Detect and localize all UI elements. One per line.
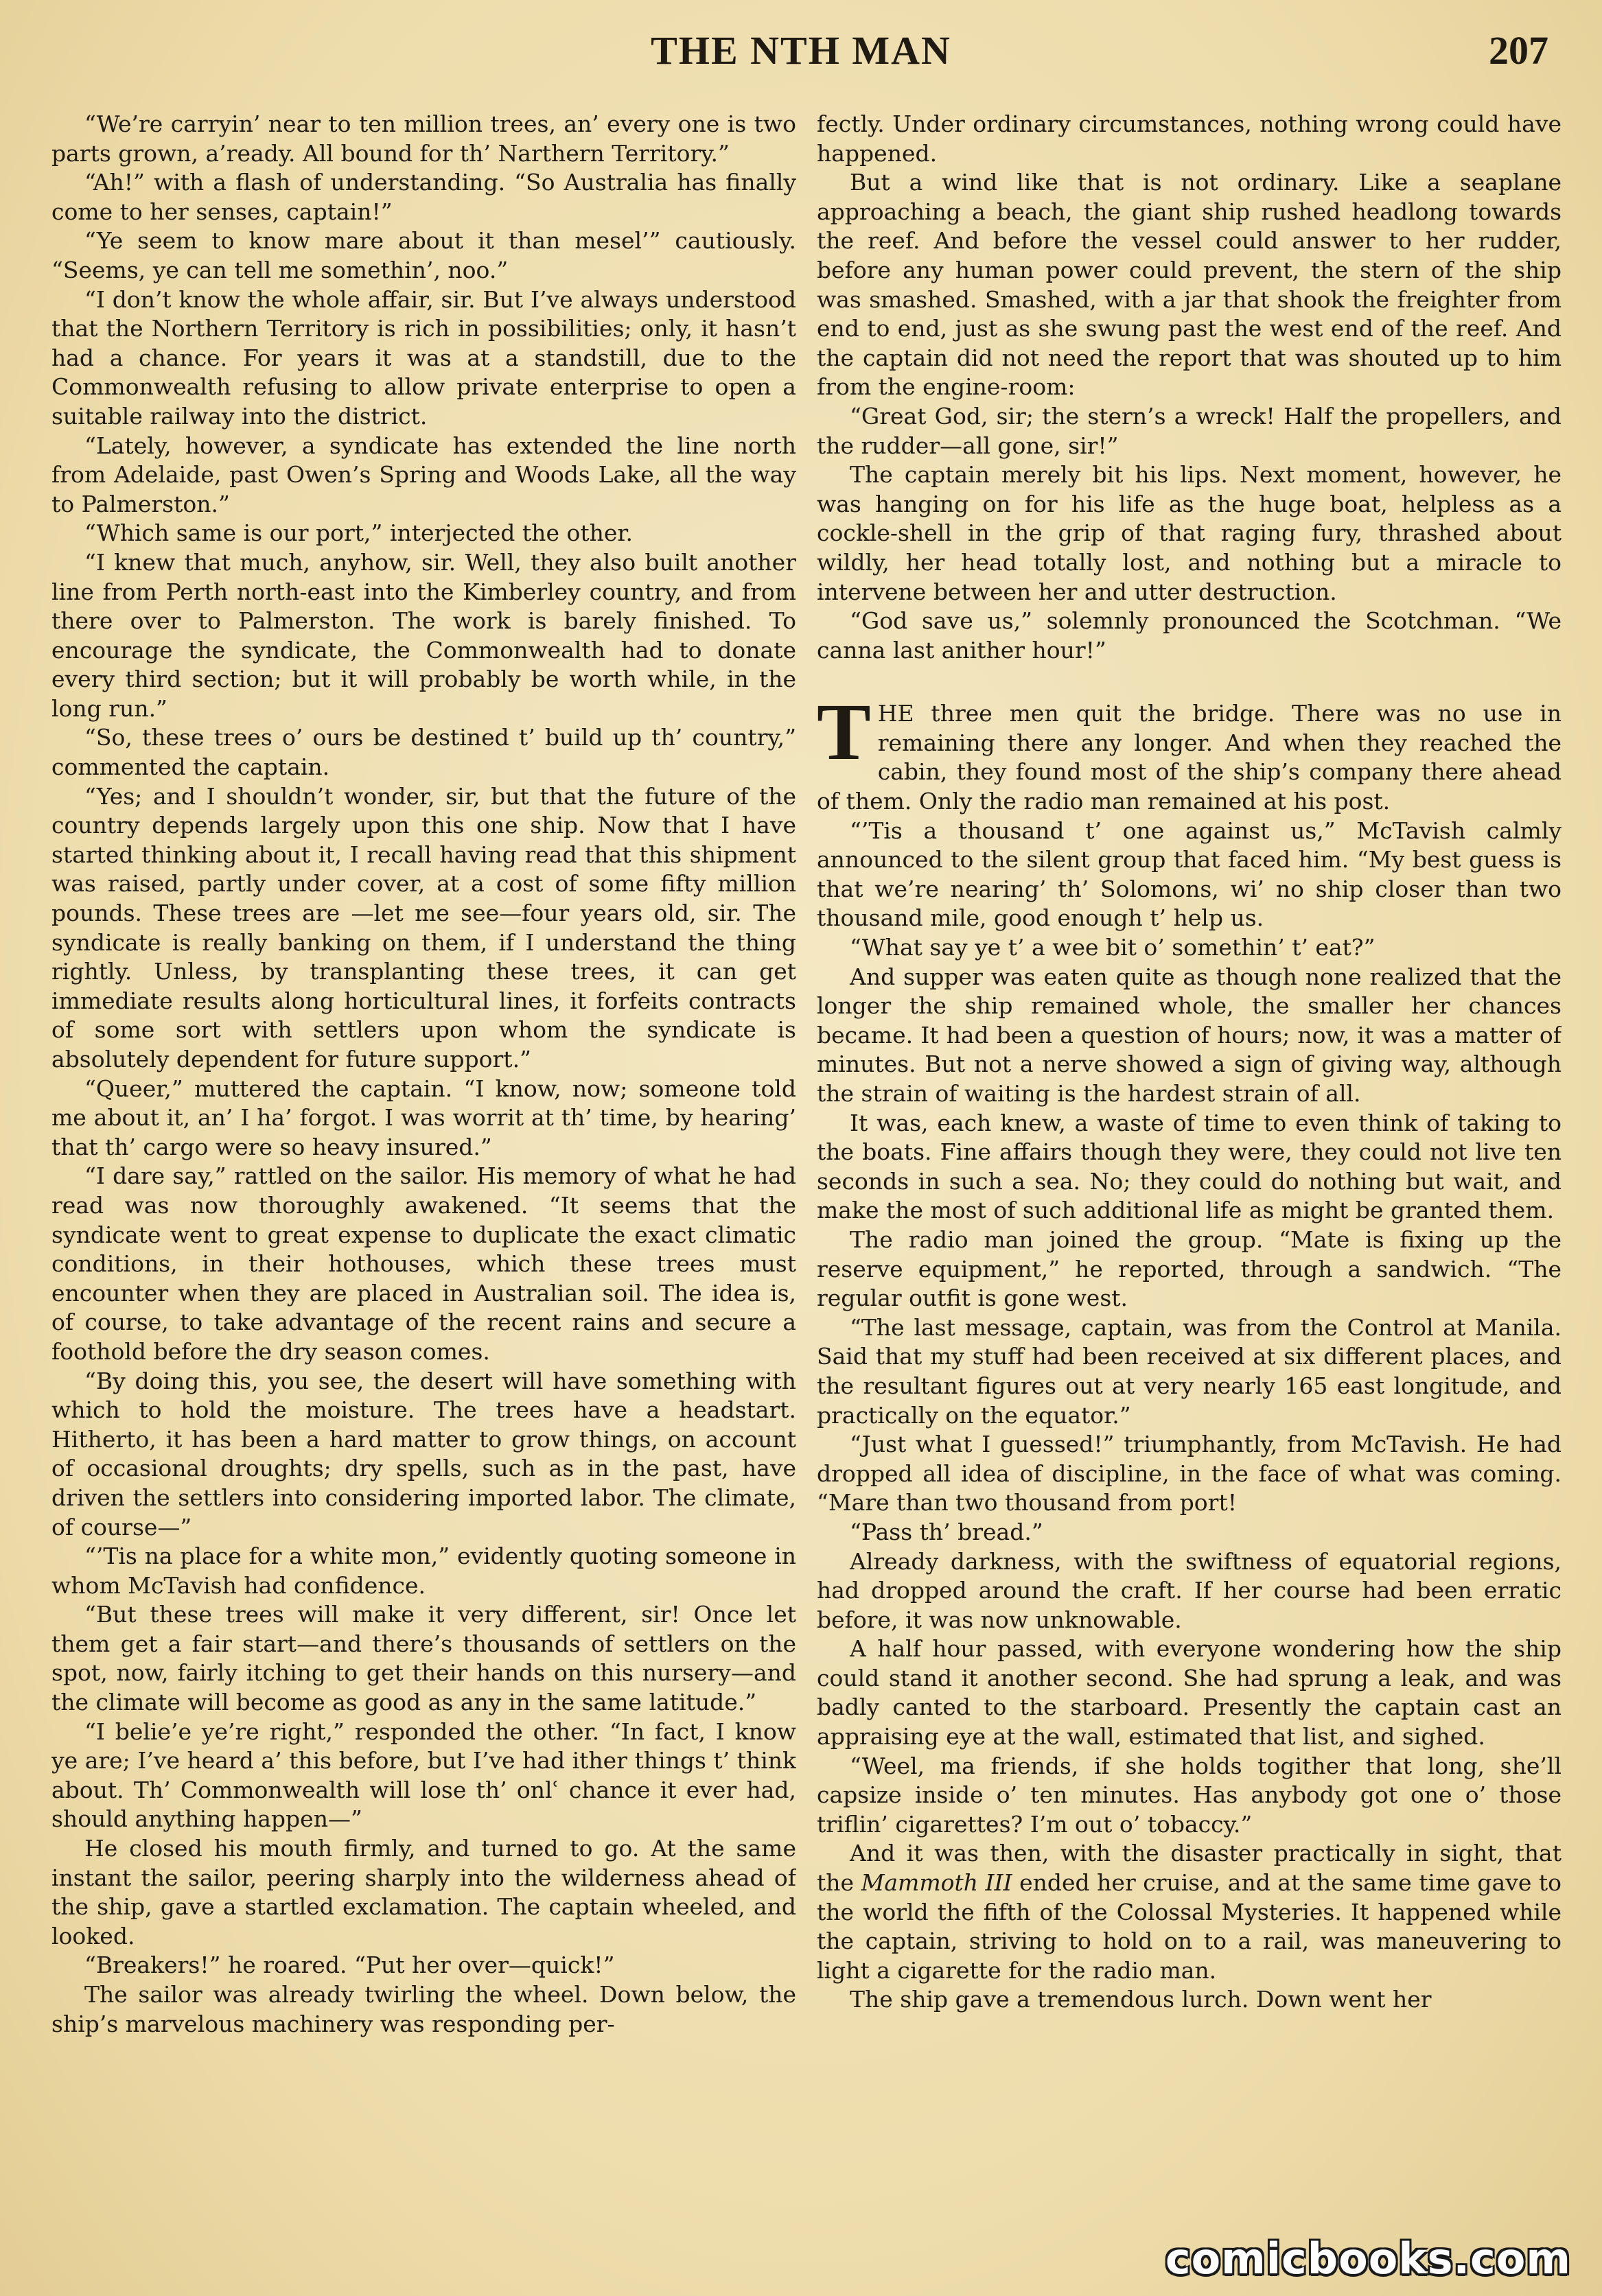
- paragraph: “Ah!” with a flash of understanding. “So Australia has finally come to her senses, captain!”: [51, 169, 796, 225]
- paragraph: He closed his mouth firmly, and turned to go. At the same instant the sailor, peering sharply into the wilderness ahead of the ship, gave a startled exclamation. The captain wheeled, and looked.: [51, 1835, 796, 1949]
- paragraph: “Weel, ma friends, if she holds togither that long, she’ll capsize inside o’ ten minutes. Has anybody got one o’ those triflin’ cigarettes? I’m out o’ tobaccy.”: [817, 1752, 1562, 1838]
- paragraph: The sailor was already twirling the wheel. Down below, the ship’s marvelous machinery was responding per-: [51, 1981, 796, 2037]
- paragraph: [817, 1839, 1562, 1985]
- paragraph: “But these trees will make it very different, sir! Once let them get a fair start—and there’s thousands of settlers on the spot, now, fairly itching to get their hands on this nursery—and the climate will become as good as any in the same latitude.”: [51, 1601, 796, 1716]
- section-opening-paragraph: [817, 687, 1562, 816]
- paragraph: And supper was eaten quite as though none realized that the longer the ship remained whole, the smaller her chances became. It had been a question of hours; now, it was a matter of minutes. But not a nerve showed a sign of giving way, although the strain of waiting is the hardest strain of all.: [817, 963, 1562, 1107]
- page-header: [0, 27, 1602, 82]
- paragraph: “Pass th’ bread.”: [850, 1518, 1043, 1545]
- section-break: [817, 665, 1562, 699]
- paragraph: “Lately, however, a syndicate has extended the line north from Adelaide, past Owen’s Spring and Woods Lake, all the way to Palmerston.”: [51, 432, 796, 517]
- paragraph: “’Tis na place for a white mon,” evidently quoting someone in whom McTavish had confidence.: [51, 1543, 796, 1599]
- paragraph: “We’re carryin’ near to ten million trees, an’ every one is two parts grown, a’ready. All bound for th’ Narthern Territory.”: [51, 110, 796, 167]
- paragraph: “Breakers!” he roared. “Put her over—quick!”: [84, 1952, 615, 1979]
- paragraph: fectly. Under ordinary circumstances, nothing wrong could have happened.: [817, 110, 1562, 167]
- left-column: [51, 110, 796, 2230]
- right-column: [817, 110, 1562, 2230]
- paragraph: “So, these trees o’ ours be destined t’ build up th’ country,” commented the captain.: [51, 724, 796, 781]
- paragraph: “Ye seem to know mare about it than mesel’” cautiously. “Seems, ye can tell me somethin’, noo.”: [51, 227, 796, 283]
- watermark-logo: comicbooks.com: [1165, 2234, 1571, 2284]
- paragraph: “Great God, sir; the stern’s a wreck! Half the propellers, and the rudder—all gone, sir!”: [817, 402, 1562, 459]
- paragraph: The captain merely bit his lips. Next moment, however, he was hanging on for his life as the huge boat, helpless as a cockle-shell in the grip of that raging fury, thrashed about wildly, her head totally lost, and nothing but a miracle to intervene between her and utter destruction.: [817, 461, 1562, 605]
- paragraph-text: And it was then, with the disaster practically in sight, that the: [817, 1840, 1562, 1897]
- paragraph: “By doing this, you see, the desert will have something with which to hold the moisture. The trees have a headstart. Hitherto, it has been a hard matter to grow things, on account of occasional droughts; dry spells, such as in the past, have driven the settlers into considering imported labor. The climate, of course—”: [51, 1367, 796, 1541]
- paragraph: “I don’t know the whole affair, sir. But I’ve always understood that the Northern Territory is rich in possibilities; only, it hasn’t had a chance. For years it was at a standstill, due to the Commonwealth refusing to allow private enterprise to open a suitable railway into the district.: [51, 285, 796, 430]
- paragraph: A half hour passed, with everyone wondering how the ship could stand it another second. She had sprung a leak, and was badly canted to the starboard. Presently the captain cast an appraising eye at the wall, estimated that list, and sighed.: [817, 1635, 1562, 1750]
- paragraph: “The last message, captain, was from the Control at Manila. Said that my stuff had been received at six different places, and the resultant figures out at very nearly 165 east longitude, and practically on the equator.”: [817, 1313, 1562, 1429]
- paragraph: “Yes; and I shouldn’t wonder, sir, but that the future of the country depends largely upon this one ship. Now that I have started thinking about it, I recall having read that this shipment was raised, partly under cover, at a cost of some fifty million pounds. These trees are —let me see—four years old, sir. The syndicate is really banking on them, if I understand the thing rightly. Unless, by transplanting these trees, it can get immediate results along horticultural lines, it forfeits contracts of some sort with settlers upon whom the syndicate is absolutely dependent for future support.”: [51, 782, 796, 1073]
- paragraph: “God save us,” solemnly pronounced the Scotchman. “We canna last anither hour!”: [817, 607, 1562, 664]
- paragraph: “Which same is our port,” interjected the other.: [84, 519, 634, 547]
- paragraph: The radio man joined the group. “Mate is fixing up the reserve equipment,” he reported, through a sandwich. “The regular outfit is gone west.: [817, 1226, 1562, 1312]
- drop-cap: T: [817, 687, 871, 777]
- paragraph: “Queer,” muttered the captain. “I know, now; someone told me about it, an’ I ha’ forgot. I was worrit at th’ time, by hearing’ that th’ cargo were so heavy insured.”: [51, 1075, 796, 1160]
- running-title: THE NTH MAN: [651, 28, 951, 73]
- paragraph: “Just what I guessed!” triumphantly, from McTavish. He had dropped all idea of discipline, in the face of what was coming. “Mare than two thousand from port!: [817, 1431, 1562, 1516]
- paragraph: But a wind like that is not ordinary. Like a seaplane approaching a beach, the giant ship rushed headlong towards the reef. And before the vessel could answer to her rudder, before any human power could prevent, the stern of the ship was smashed. Smashed, with a jar that shook the freighter from end to end, just as she swung past the west end of the reef. And the captain did not need the report that was shouted up to him from the engine-room:: [817, 169, 1562, 401]
- paragraph: Already darkness, with the swiftness of equatorial regions, had dropped around the craft. If her course had been erratic before, it was now unknowable.: [817, 1547, 1562, 1633]
- paragraph: It was, each knew, a waste of time to even think of taking to the boats. Fine affairs though they were, they could not live ten seconds in such a sea. No; they could do nothing but wait, and make the most of such additional life as might be granted them.: [817, 1109, 1562, 1224]
- paragraph: “I dare say,” rattled on the sailor. His memory of what he had read was now thoroughly awakened. “It seems that the syndicate went to great expense to duplicate the exact climatic conditions, in their hothouses, which these trees must encounter when they are placed in Australian soil. The idea is, of course, to take advantage of the recent rains and secure a foothold before the dry season comes.: [51, 1162, 796, 1365]
- paragraph-text: HE three men quit the bridge. There was no use in remaining there any longer. And when they reached the cabin, they found most of the ship’s company there ahead of them. Only the radio man remained at his post.: [817, 700, 1562, 815]
- paragraph-text: ended her cruise, and at the same time gave to the world the fifth of the Colossal Mysteries. It happened while the captain, striving to hold on to a rail, was maneuvering to light a cigarette for the radio man.: [817, 1869, 1562, 1984]
- paragraph: “’Tis a thousand t’ one against us,” McTavish calmly announced to the silent group that faced him. “My best guess is that we’re nearing’ th’ Solomons, wi’ no ship closer than two thousand mile, good enough t’ help us.: [817, 817, 1562, 932]
- paragraph: “What say ye t’ a wee bit o’ somethin’ t’ eat?”: [850, 934, 1375, 961]
- paragraph: The ship gave a tremendous lurch. Down went her: [850, 1986, 1432, 2013]
- ship-name: Mammoth III: [861, 1869, 1012, 1897]
- paragraph: “I knew that much, anyhow, sir. Well, they also built another line from Perth north-east into the Kimberley country, and from there over to Palmerston. The work is barely finished. To encourage the syndicate, the Commonwealth had to donate every third section; but it will probably be worth while, in the long run.”: [51, 548, 796, 722]
- paragraph: “I belie’e ye’re right,” responded the other. “In fact, I know ye are; I’ve heard a’ this before, but I’ve had ither things t’ think about. Th’ Commonwealth will lose th’ onlʿ chance it ever had, should anything happen—”: [51, 1718, 796, 1833]
- page-number: 207: [1489, 28, 1548, 73]
